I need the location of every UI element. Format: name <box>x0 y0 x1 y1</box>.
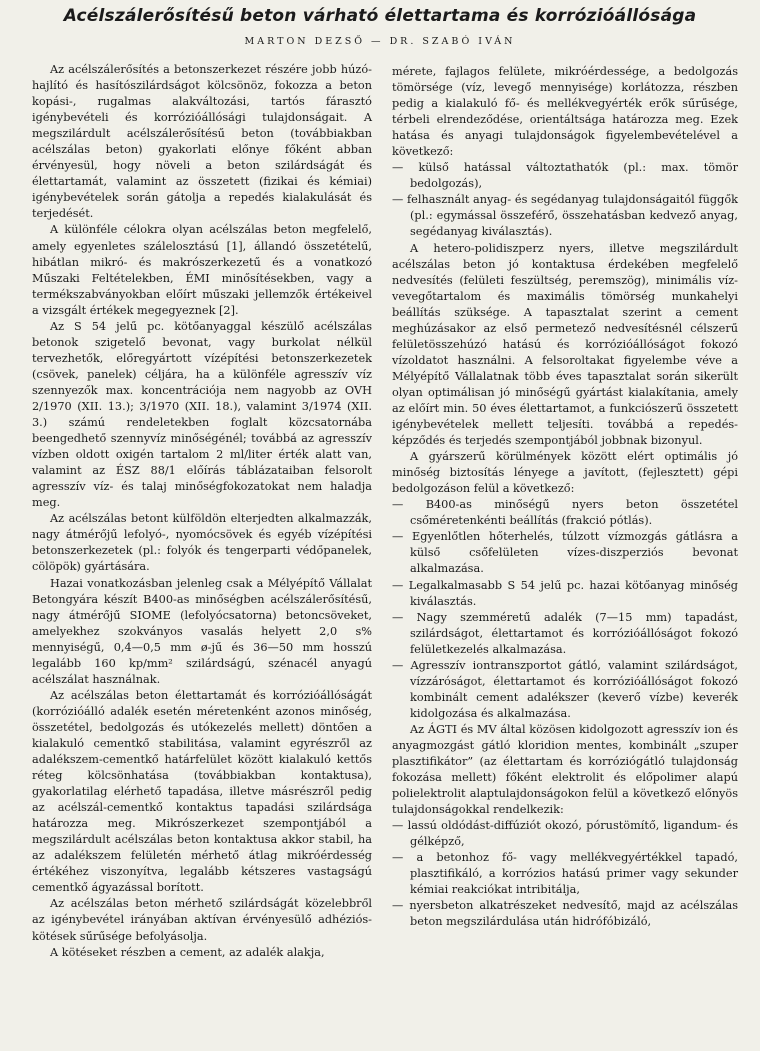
paragraph: Az acélszálerősítés a betonszerkezet részére jobb húzó-hajlító és hasítószilárdságot kölcsönöz, fokozza a beton kopási-, rugalmas alakváltozási, tartós fárasztó igénybevételi és korrózióállósági tulajdonságait. A megszilárdult acélszálerősítésű beton (továbbiakban acélszálas beton) gyakorlati előnye főként abban érvényesül, hogy növeli a beton szilárdságát és élettartamát, valamint az összetett (fizikai és kémiai) igénybevételek során gátolja a repedés kialakulását és terjedését. <box>32 63 372 221</box>
paragraph: A hetero-polidiszperz nyers, illetve megszilárdult acélszálas beton jó kontaktusa érdekében megfelelő nedvesítés (felületi feszültség, peremszög), minimális víz-vevegőtartalom és maximális tömörség munkahelyi beállítás szüksége. A tapasztalat szerint a cement meghúzásakor az első permetező nedvesítésnél célszerű felületösszehúzó hatású és korrózióállóságot fokozó vízoldatot használni. A felsoroltakat figyelembe véve a Mélyépítő Vállalatnak több éves tapasztalat során sikerült olyan optimálisan jó minőségű gyártást kialakítania, amely az előírt min. 50 éves élettartamot, a funkciószerű összetett igénybevételek mellett teljesíti. továbbá a repedés-képződés és terjedés szempontjából jobbnak bizonyul. <box>392 241 738 448</box>
list-item: — B400-as minőségű nyers beton összetétel csőméretenkénti beállítás (frakció pótlás). <box>392 497 738 529</box>
list-item: — Nagy szemméretű adalék (7—15 mm) tapadást, szilárdságot, élettartamot és korrózióállóságot fokozó felületkezelés alkalmazása. <box>392 610 738 658</box>
list-item: — felhasznált anyag- és segédanyag tulajdonságaitól függők (pl.: egymással összeférő, összehatásban kedvező anyag, segédanyag kiválasztás). <box>392 192 738 240</box>
paragraph: Az acélszálas betont külföldön elterjedten alkalmazzák, nagy átmérőjű lefolyó-, nyomócsövek és egyéb vízépítési betonszerkezetek (pl.: folyók és tengerparti védőpanelek, cölöpök) gyártására. <box>32 512 372 574</box>
list-item: — a betonhoz fő- vagy mellékvegyértékkel tapadó, plasztifikáló, a korrózios hatású primer vagy sekunder kémiai reakciókat intribitálja, <box>392 850 738 898</box>
paragraph: Hazai vonatkozásban jelenleg csak a Mélyépítő Vállalat Betongyára készít B400-as minőségben acélszálerősítésű, nagy átmérőjű SIOME (lefolyócsatorna) betoncsöveket, amelyekhez szokványos vasalás helyett 2,0 s% mennyiségű, 0,4—0,5 mm ø-jű és 36—50 mm hosszú legalább 160 kp/mm² szilárdságú, szénacél anyagú acélszálat használnak. <box>32 576 372 686</box>
paragraph: Az S 54 jelű pc. kötőanyaggal készülő acélszálas betonok szigetelő bevonat, vagy burkolat nélkül tervezhetők, előregyártott vízépítési betonszerkezetek (csövek, panelek) céljára, ha a különféle agresszív víz szennyezők max. koncentrációja nem nagyobb az OVH 2/1970 (XII. 13.); 3/1970 (XII. 18.), valamint 3/1974 (XII. 3.) számú rendeletekben foglalt közcsatornába beengedhető szennyvíz minőségénél; továbbá az agresszív vízben oldott oxigén tartalom 2 ml/liter érték alatt van, valamint az ÉSZ 88/1 előírás táblázataiban felsorolt agresszív víz- és talaj minőségfokozatokat nem haladja meg. <box>32 319 372 510</box>
list-item: — Agresszív iontranszportot gátló, valamint szilárdságot, vízzáróságot, élettartamot és korrózióállóságot fokozó kombinált cement adalékszer (keverő vízbe) keverék kidolgozása és alkalmazása. <box>392 658 738 722</box>
paragraph: A különféle célokra olyan acélszálas beton megfelelő, amely egyenletes szálelosztású [1], állandó összetételű, hibátlan mikró- és makrószerkezetű és a vonatkozó Műszaki Feltételekben, ÉMI minősítésekben, vagy a termékszabványokban előírt műszaki jellemzők értékeivel a vizsgált értékek megegyeznek [2]. <box>32 223 372 317</box>
paragraph: mérete, fajlagos felülete, mikróérdessége, a bedolgozás tömörsége (víz, levegő mennyisége) korlátozza, részben pedig a kialakuló fő- és mellékvegyérték erők sűrűsége, térbeli elrendeződése, orientáltsága határozza meg. Ezek hatása és anyagi tulajdonságok figyelembevételével a következő: <box>392 65 738 159</box>
list-item: — Legalkalmasabb S 54 jelű pc. hazai kötőanyag minőség kiválasztás. <box>392 578 738 610</box>
paragraph: Az acélszálas beton mérhető szilárdságát közelebbről az igénybevétel irányában aktívan érvényesülő adhéziós-kötések sűrűsége befolyásolja. <box>32 897 372 943</box>
paragraph: A gyárszerű körülmények között elért optimális jó minőség biztosítás lényege a javított, (fejlesztett) gépi bedolgozáson felül a következő: <box>392 450 738 496</box>
paragraph: A kötéseket részben a cement, az adalék alakja, <box>50 945 325 959</box>
right-column <box>392 64 738 931</box>
list-item: — Egyenlőtlen hőterhelés, túlzott vízmozgás gátlásra a külső csőfelületen vízes-diszperziós bevonat alkalmazása. <box>392 529 738 577</box>
article-title: Acélszálerősítésű beton várható élettartama és korrózióállósága <box>63 6 697 26</box>
paragraph: Az acélszálas beton élettartamát és korrózióállóságát (korrózióálló adalék esetén méretenként azonos minőség, összetétel, bedolgozás és utókezelés mellett) döntően a kialakuló cementkő stabilitása, valamint egyrészről az adalékszem-cementkő határfelület között kialakuló kettős réteg kölcsönhatása (továbbiakban kontaktusa), gyakorlatilag elérhető tapadása, illetve másrészről pedig az acélszál-cementkő kontaktus tapadási szilárdsága határozza meg. Mikrószerkezet szempontjából a megszilárdult acélszálas beton kontaktusa akkor stabil, ha az adalékszem felületén mérhető átlag mikróérdesség értékéhez viszonyítva, legalább kétszeres vastagságú cementkő ágyazással borított. <box>32 688 372 895</box>
article-authors: MARTON DEZSŐ — DR. SZABÓ IVÁN <box>244 36 516 47</box>
paragraph: Az ÁGTI és MV által közösen kidolgozott agresszív ion és anyagmozgást gátló kloridion mentes, kombinált „szuper plasztifikátor” (az élettartam és korróziógátló tulajdonság fokozása mellett) főként elektrolit és előpolimer alapú polielektrolit alaptulajdonságokon felül a következő előnyös tulajdonságokkal rendelkezik: <box>392 722 738 817</box>
list-item: — külső hatással változtathatók (pl.: max. tömör bedolgozás), <box>392 160 738 192</box>
left-column <box>32 62 372 961</box>
list-item: — nyersbeton alkatrészeket nedvesítő, majd az acélszálas beton megszilárdulása után hidrófóbizáló, <box>392 898 738 930</box>
list-item: — lassú oldódást-diffúziót okozó, pórustömítő, ligandum- és gélképző, <box>392 818 738 850</box>
